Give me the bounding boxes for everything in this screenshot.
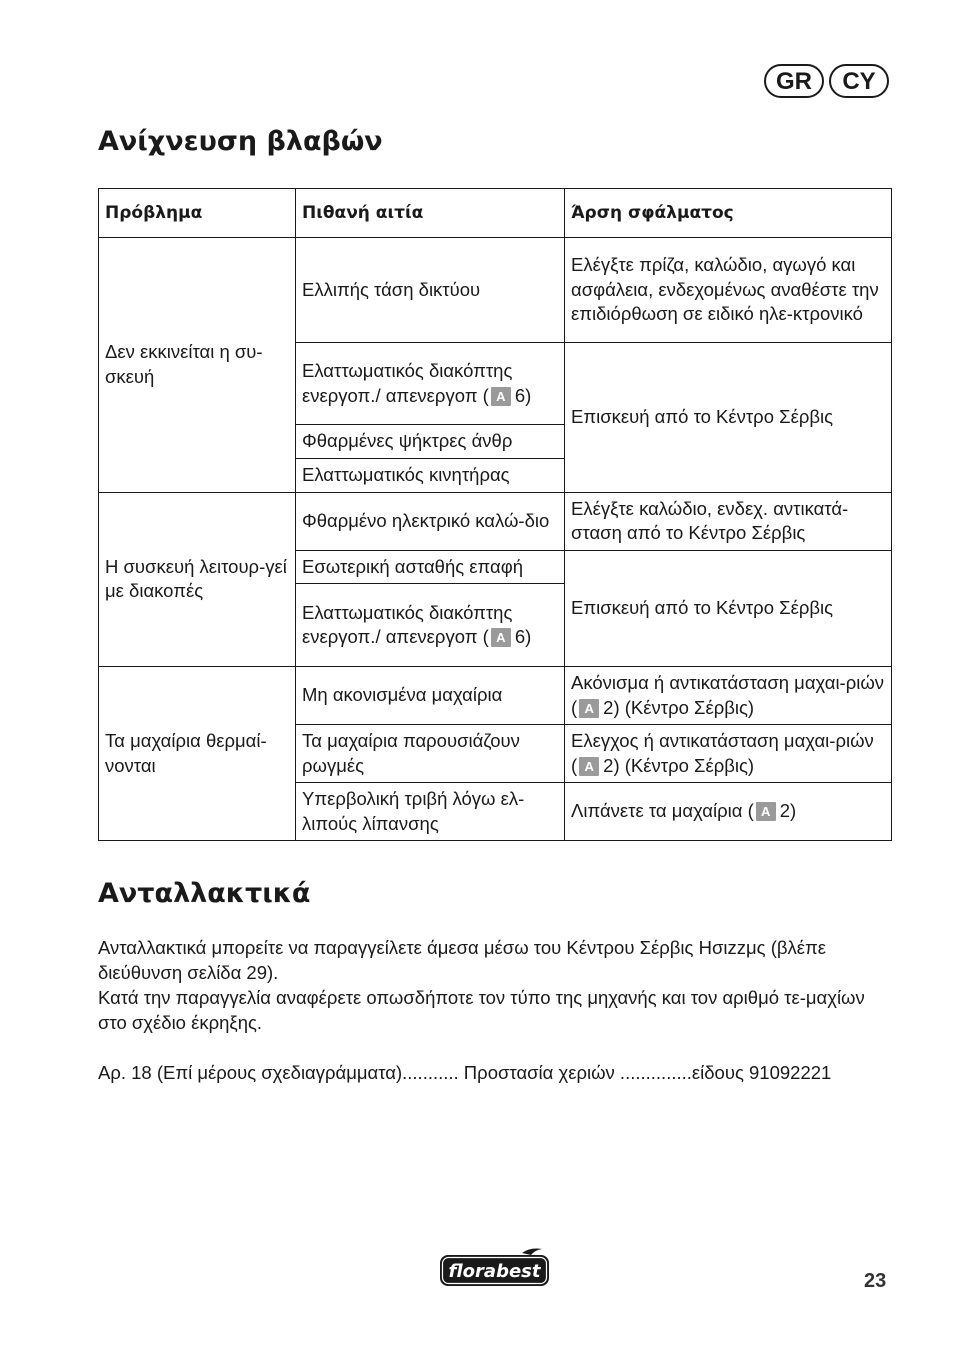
header-remedy: Άρση σφάλματος — [565, 189, 892, 238]
spare-parts-title: Ανταλλακτικά — [98, 878, 311, 909]
problem-cell: Τα μαχαίρια θερμαί-νονται — [99, 667, 296, 841]
header-problem: Πρόβλημα — [99, 189, 296, 238]
remedy-ref: 2) (Κέντρο Σέρβις) — [603, 754, 755, 776]
figure-a-icon: A — [579, 757, 599, 776]
cause-cell: Φθαρμένες ψήκτρες άνθρ — [296, 425, 565, 459]
table-row — [99, 492, 892, 550]
figure-a-icon: A — [579, 699, 599, 718]
parts-line: Αρ. 18 (Επί μέρους σχεδιαγράμματα)........... Προστασία χεριών ..............είδους 91092221 — [98, 1062, 832, 1083]
remedy-cell — [565, 667, 892, 725]
remedy-ref: 2) (Κέντρο Σέρβις) — [603, 696, 755, 718]
problem-cell: Δεν εκκινείται η συ-σκευή — [99, 238, 296, 493]
spare-parts-paragraph: Κατά την παραγγελία αναφέρετε οπωσδήποτε τον τύπο της μηχανής και τον αριθμό τε-μαχίων στο σχέδιο έκρηξης. — [98, 987, 865, 1033]
page-number: 23 — [864, 1270, 887, 1292]
remedy-text: Ελεγχος ή αντικατάσταση μαχαι-ριών ( — [571, 730, 874, 776]
header-cause: Πιθανή αιτία — [296, 189, 565, 238]
troubleshooting-title: Ανίχνευση βλαβών — [98, 126, 383, 157]
remedy-cell: Επισκευή από το Κέντρο Σέρβις — [565, 343, 892, 493]
remedy-cell — [565, 725, 892, 783]
cause-text: Ελαττωματικός διακόπτης ενεργοπ./ απενεργοπ ( — [302, 360, 513, 406]
table-row — [99, 667, 892, 725]
remedy-text: Λιπάνετε τα μαχαίρια ( — [571, 800, 754, 822]
lang-badge-cy: CY — [829, 64, 889, 98]
cause-cell: Ελλιπής τάση δικτύου — [296, 238, 565, 343]
cause-ref: 6) — [514, 626, 532, 647]
table-header-row — [99, 189, 892, 238]
svg-text:florabest: florabest — [448, 1261, 541, 1282]
cause-cell — [296, 343, 565, 425]
cause-cell: Υπερβολική τριβή λόγω ελ-λιπούς λίπανσης — [296, 783, 565, 841]
remedy-text: Ακόνισμα ή αντικατάσταση μαχαι-ριών ( — [571, 672, 885, 718]
lang-badge-gr: GR — [764, 64, 824, 98]
figure-a-icon: A — [756, 802, 776, 821]
table-row — [99, 238, 892, 343]
remedy-ref: 2) — [779, 800, 797, 822]
remedy-cell: Επισκευή από το Κέντρο Σέρβις — [565, 550, 892, 667]
cause-cell: Τα μαχαίρια παρουσιάζουν ρωγμές — [296, 725, 565, 783]
cause-cell: Φθαρμένο ηλεκτρικό καλώ-διο — [296, 492, 565, 550]
figure-a-icon: A — [491, 628, 511, 647]
cause-cell: Μη ακονισμένα μαχαίρια — [296, 667, 565, 725]
florabest-logo — [438, 1246, 551, 1288]
remedy-cell — [565, 783, 892, 841]
cause-text: Ελαττωματικός διακόπτης ενεργοπ./ απενεργοπ ( — [302, 601, 513, 647]
remedy-cell: Ελέγξτε πρίζα, καλώδιο, αγωγό και ασφάλεια, ενδεχομένως αναθέστε την επιδιόρθωση σε ειδικό ηλε-κτρονικό — [565, 238, 892, 343]
figure-a-icon: A — [491, 387, 511, 406]
cause-cell — [296, 584, 565, 667]
cause-ref: 6) — [514, 384, 532, 406]
cause-cell: Ελαττωματικός κινητήρας — [296, 459, 565, 493]
remedy-cell: Ελέγξτε καλώδιο, ενδεχ. αντικατά-σταση από το Κέντρο Σέρβις — [565, 492, 892, 550]
spare-parts-paragraph: Ανταλλακτικά μπορείτε να παραγγείλετε άμεσα μέσω του Κέντρου Σέρβις Ησιzzμς (βλέπε διεύθυνση σελίδα 29). — [98, 937, 827, 983]
cause-cell: Εσωτερική ασταθής επαφή — [296, 550, 565, 584]
troubleshooting-table — [98, 188, 892, 841]
problem-cell: Η συσκευή λειτουρ-γεί με διακοπές — [99, 492, 296, 667]
